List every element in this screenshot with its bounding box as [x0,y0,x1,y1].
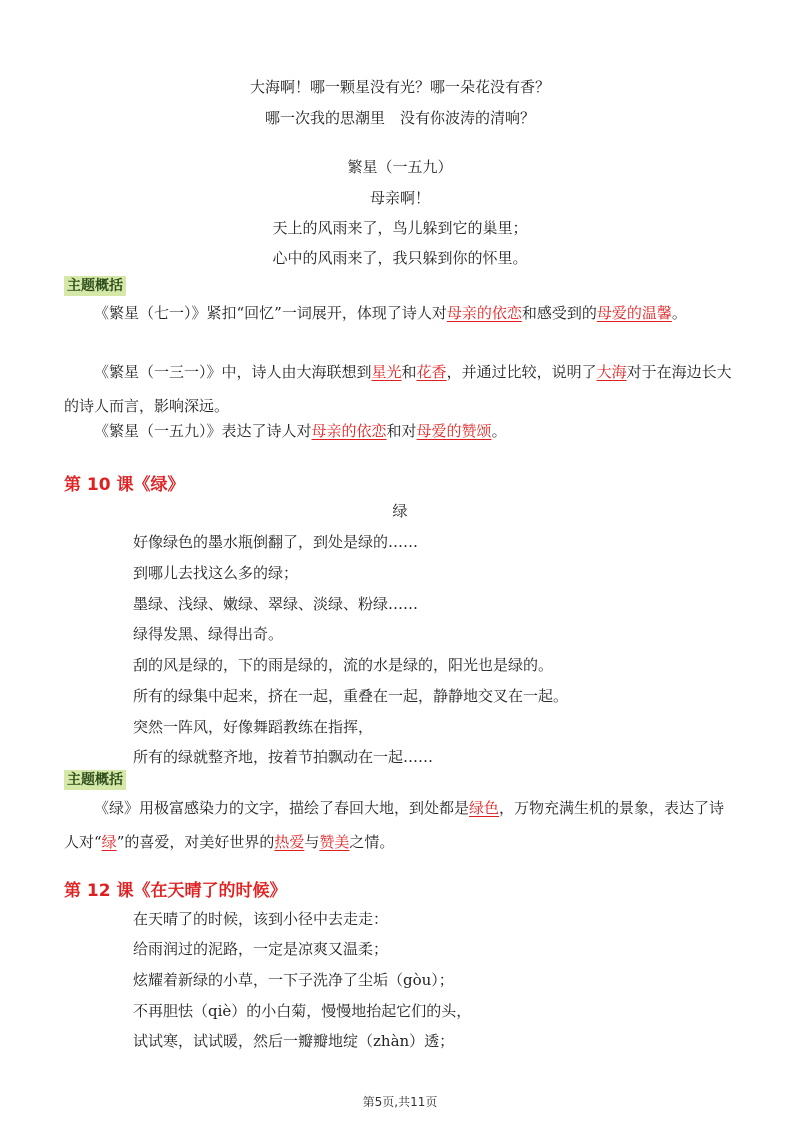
highlight: 母亲的依恋 [446,304,522,322]
highlight: 母爱的赞颂 [416,422,492,440]
summary-paragraph [64,791,736,859]
text: 与 [304,833,320,851]
highlight: 母亲的依恋 [311,422,387,440]
poem-line: 心中的风雨来了，我只躲到你的怀里。 [272,249,528,267]
poem-line: 刮的风是绿的，下的雨是绿的，流的水是绿的，阳光也是绿的。 [133,656,554,674]
text: 《繁星（一三一）》中，诗人由大海联想到 [94,363,372,381]
poem-line: 炫耀着新绿的小草，一下子洗净了尘垢（gòu）； [133,971,454,989]
poem-line: 突然一阵风，好像舞蹈教练在指挥， [133,718,374,736]
theme-summary-badge: 主题概括 [64,276,126,296]
poem-line: 墨绿、浅绿、嫩绿、翠绿、淡绿、粉绿…… [133,595,419,613]
poem-line: 绿得发黑、绿得出奇。 [133,625,284,643]
highlight: 大海 [596,363,627,381]
summary-paragraph [64,296,736,330]
text: 《繁星（一五九）》表达了诗人对 [94,422,312,440]
poem-title: 繁星（一五九） [347,158,453,176]
highlight: 热爱 [274,833,305,851]
highlight: 赞美 [319,833,350,851]
text: ”的喜爱，对美好世界的 [116,833,275,851]
highlight: 绿色 [469,799,500,817]
page-number: 第5页,共11页 [362,1095,438,1109]
poem-line: 大海啊！哪一颗星没有光？哪一朵花没有香？ [249,78,550,96]
poem-line: 到哪儿去找这么多的绿； [133,564,299,582]
highlight: 花香 [416,363,447,381]
poem-title: 绿 [392,502,408,520]
text: 和 [401,363,417,381]
theme-summary-badge: 主题概括 [64,770,126,790]
text: 《繁星（七一）》紧扣“回忆”一词展开，体现了诗人对 [94,304,447,322]
poem-line: 哪一次我的思潮里 没有你波涛的清响？ [264,109,535,127]
poem-line: 好像绿色的墨水瓶倒翻了，到处是绿的…… [133,533,419,551]
poem-line: 试试寒，试试暖，然后一瓣瓣地绽（zhàn）透； [133,1032,455,1050]
text: 。 [491,422,507,440]
poem-line: 母亲啊！ [369,189,430,207]
poem-line: 给雨润过的泥路，一定是凉爽又温柔； [133,940,389,958]
text: 。 [671,304,687,322]
lesson-heading: 第 10 课《绿》 [64,475,185,495]
summary-paragraph [64,414,736,448]
highlight: 星光 [371,363,402,381]
text: ，并通过比较，说明了 [446,363,597,381]
poem-line: 不再胆怯（qiè）的小白菊，慢慢地抬起它们的头， [133,1002,472,1020]
text: ，万物充满生机的景象，表达了诗人对“ [64,799,725,851]
poem-line: 所有的绿集中起来，挤在一起，重叠在一起，静静地交叉在一起。 [133,687,569,705]
poem-line: 在天晴了的时候，该到小径中去走走： [133,910,389,928]
poem-line: 天上的风雨来了，鸟儿躲到它的巢里； [272,219,528,237]
text: 对于在海边长大的诗人而言，影响深远。 [64,363,732,415]
text: 和对 [386,422,417,440]
text: 之情。 [349,833,395,851]
highlight: 绿 [101,833,117,851]
summary-paragraph [64,355,736,423]
lesson-heading: 第 12 课《在天晴了的时候》 [64,881,287,901]
text: 《绿》用极富感染力的文字，描绘了春回大地，到处都是 [94,799,470,817]
highlight: 母爱的温馨 [596,304,672,322]
poem-line: 所有的绿就整齐地，按着节拍飘动在一起…… [133,748,434,766]
text: 和感受到的 [521,304,597,322]
